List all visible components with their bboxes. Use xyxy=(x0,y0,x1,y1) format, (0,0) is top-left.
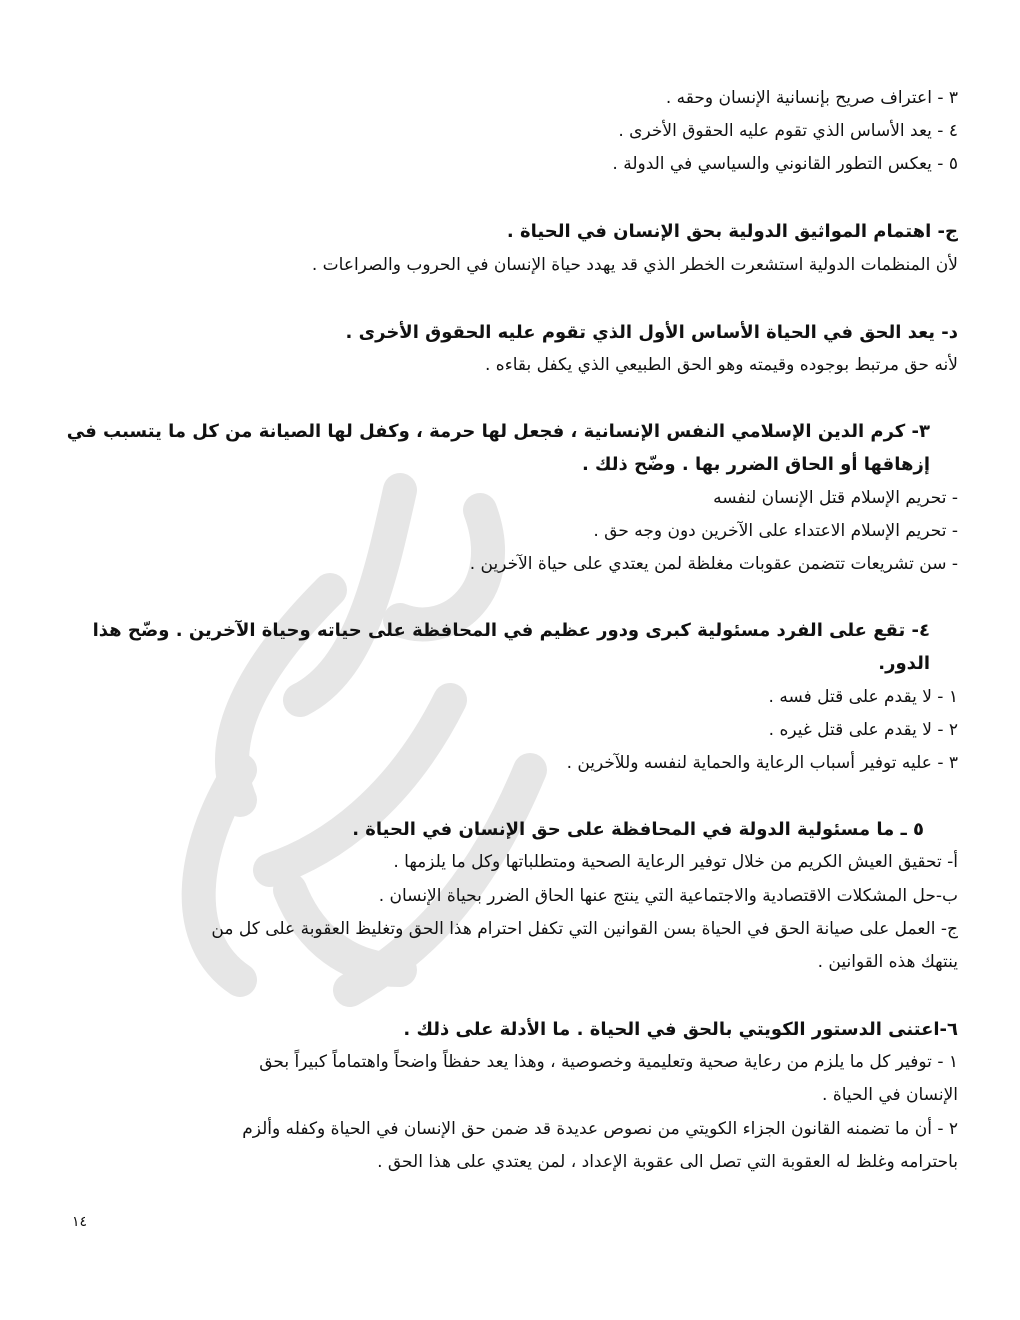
lettered-item: أ- تحقيق العيش الكريم من خلال توفير الرعاية الصحية ومتطلباتها وكل ما يلزمها . xyxy=(393,852,958,872)
question-heading: ٥ ـ ما مسئولية الدولة في المحافظة على حق الإنسان في الحياة . xyxy=(352,819,924,840)
text-line: لأنه حق مرتبط بوجوده وقيمته وهو الحق الطبيعي الذي يكفل بقاءه . xyxy=(484,355,958,375)
question-heading: ٦-اعتنى الدستور الكويتي بالحق في الحياة . ما الأدلة على ذلك . xyxy=(403,1019,958,1040)
question-heading: د- يعد الحق في الحياة الأساس الأول الذي تقوم عليه الحقوق الأخرى . xyxy=(345,322,958,343)
question-heading: ٣- كرم الدين الإسلامي النفس الإنسانية ، فجعل لها حرمة ، وكفل لها الصيانة من كل ما يتسبب في xyxy=(66,421,930,442)
lettered-item-continued: ينتهك هذه القوانين . xyxy=(817,952,958,972)
question-heading-continued: الدور. xyxy=(878,653,930,674)
text-line: ٤ - يعد الأساس الذي تقوم عليه الحقوق الأخرى . xyxy=(618,121,958,141)
text-line: لأن المنظمات الدولية استشعرت الخطر الذي قد يهدد حياة الإنسان في الحروب والصراعات . xyxy=(311,255,958,275)
numbered-item-continued: الإنسان في الحياة . xyxy=(822,1085,958,1105)
question-heading-continued: إزهاقها أو الحاق الضرر بها . وضّح ذلك . xyxy=(581,454,930,475)
bullet-item: - تحريم الإسلام الاعتداء على الآخرين دون وجه حق . xyxy=(593,521,958,541)
question-heading: ٤- تقع على الفرد مسئولية كبرى ودور عظيم في المحافظة على حياته وحياة الآخرين . وضّح هذا xyxy=(92,620,930,641)
numbered-item-continued: باحترامه وغلظ له العقوبة التي تصل الى عقوبة الإعداد ، لمن يعتدي على هذا الحق . xyxy=(377,1152,958,1172)
numbered-item: ١ - توفير كل ما يلزم من رعاية صحية وتعليمية وخصوصية ، وهذا يعد حفظاً واضحاً واهتماماً كبيراً بحق xyxy=(259,1052,958,1072)
lettered-item: ج- العمل على صيانة الحق في الحياة بسن القوانين التي تكفل احترام هذا الحق وتغليظ العقوبة على كل من xyxy=(211,919,958,939)
lettered-item: ب-حل المشكلات الاقتصادية والاجتماعية التي ينتج عنها الحاق الضرر بحياة الإنسان . xyxy=(378,886,958,906)
bullet-item: - سن تشريعات تتضمن عقوبات مغلظة لمن يعتدي على حياة الآخرين . xyxy=(469,554,958,574)
text-line: ٥ - يعكس التطور القانوني والسياسي في الدولة . xyxy=(612,154,958,174)
numbered-item: ١ - لا يقدم على قتل فسه . xyxy=(768,687,958,707)
text-line: ٣ - اعتراف صريح بإنسانية الإنسان وحقه . xyxy=(665,88,958,108)
bullet-item: - تحريم الإسلام قتل الإنسان لنفسه xyxy=(713,488,958,508)
numbered-item: ٢ - لا يقدم على قتل غيره . xyxy=(768,720,958,740)
question-heading: ج- اهتمام المواثيق الدولية بحق الإنسان في الحياة . xyxy=(506,221,958,242)
page-number: ١٤ xyxy=(72,1214,88,1230)
numbered-item: ٢ - أن ما تضمنه القانون الجزاء الكويتي من نصوص عديدة قد ضمن حق الإنسان في الحياة وكفله وألزم xyxy=(242,1119,958,1139)
numbered-item: ٣ - عليه توفير أسباب الرعاية والحماية لنفسه وللآخرين . xyxy=(566,753,958,773)
